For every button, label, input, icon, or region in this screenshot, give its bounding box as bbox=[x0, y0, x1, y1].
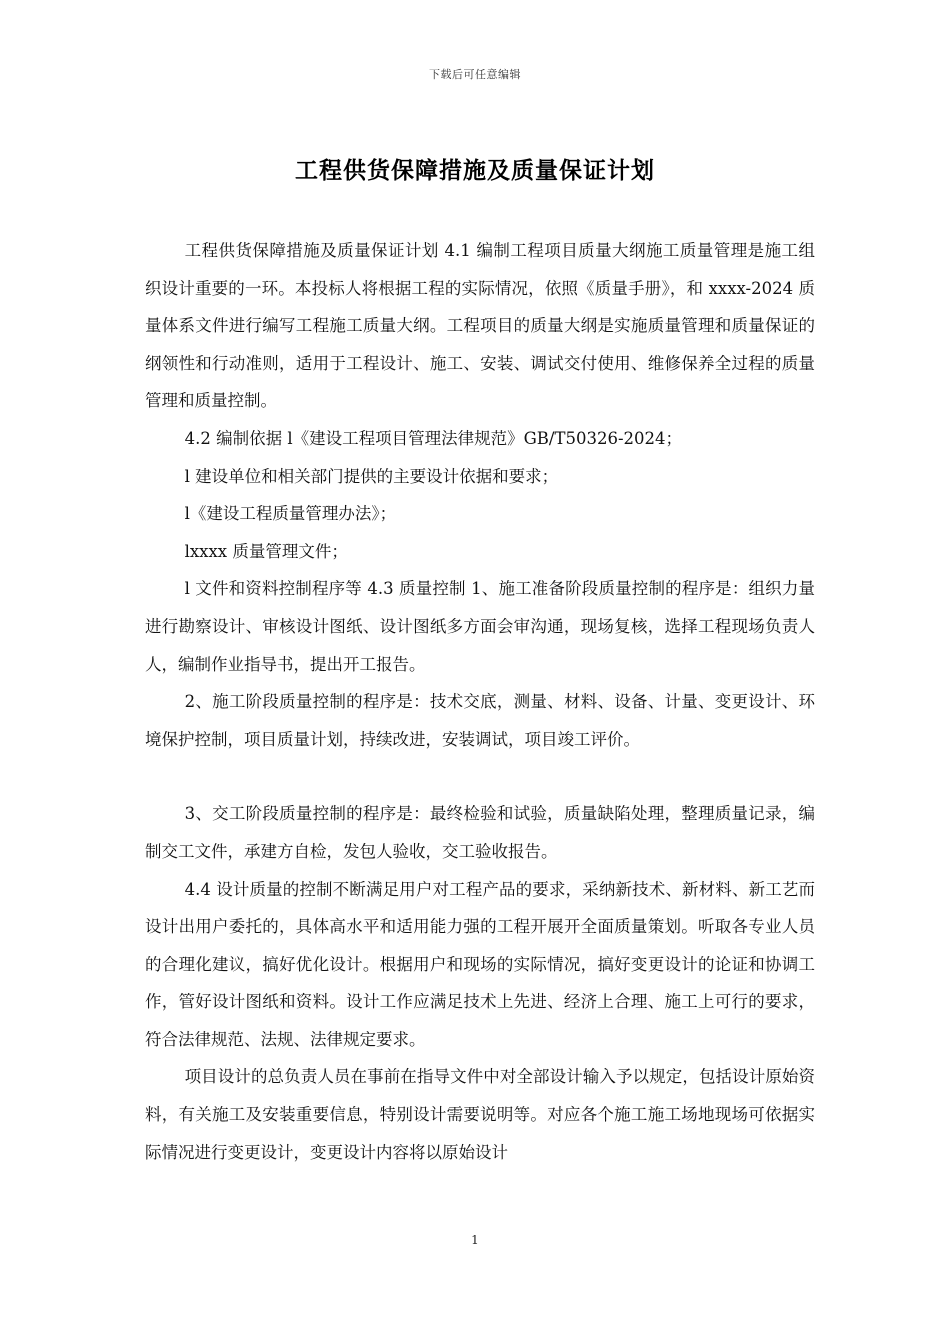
paragraph-quality-outline: 工程供货保障措施及质量保证计划 4.1 编制工程项目质量大纲施工质量管理是施工组织设计重要的一环。本投标人将根据工程的实际情况，依照《质量手册》，和 xxxx-2024 质量体系文件进行编写工程施工质量大纲。工程项目的质量大纲是实施质量管理和质量保证的纲领性和行动准则，适用于工程设计、施工、安装、调试交付使用、维修保养全过程的质量管理和质量控制。 bbox=[145, 241, 815, 411]
document-body bbox=[145, 232, 815, 1171]
paragraph-design-lead: 项目设计的总负责人员在事前在指导文件中对全部设计输入予以规定，包括设计原始资料，有关施工及安装重要信息，特别设计需要说明等。对应各个施工施工场地现场可依据实际情况进行变更设计，变更设计内容将以原始设计 bbox=[145, 1067, 815, 1162]
paragraph-construction-stage: 2、施工阶段质量控制的程序是：技术交底，测量、材料、设备、计量、变更设计、环境保护控制，项目质量计划，持续改进，安装调试，项目竣工评价。 bbox=[145, 692, 815, 749]
paragraph-basis-standard: 4.2 编制依据 l《建设工程项目管理法律规范》GB/T50326-2024； bbox=[184, 428, 683, 448]
paragraph-basis-files: lxxxx 质量管理文件； bbox=[184, 541, 348, 561]
paragraph-basis-regulation: l《建设工程质量管理办法》； bbox=[184, 504, 397, 524]
paragraph-handover-stage: 3、交工阶段质量控制的程序是：最终检验和试验，质量缺陷处理，整理质量记录，编制交工文件，承建方自检，发包人验收，交工验收报告。 bbox=[145, 804, 815, 861]
paragraph-design-quality: 4.4 设计质量的控制不断满足用户对工程产品的要求，采纳新技术、新材料、新工艺而设计出用户委托的，具体高水平和适用能力强的工程开展开全面质量策划。听取各专业人员的合理化建议，搞好优化设计。根据用户和现场的实际情况，搞好变更设计的论证和协调工作，管好设计图纸和资料。设计工作应满足技术上先进、经济上合理、施工上可行的要求，符合法律规范、法规、法律规定要求。 bbox=[145, 879, 815, 1049]
paragraph-preparation-stage: l 文件和资料控制程序等 4.3 质量控制 1、施工准备阶段质量控制的程序是：组织力量进行勘察设计、审核设计图纸、设计图纸多方面会审沟通，现场复核，选择工程现场负责人人，编制作业指导书，提出开工报告。 bbox=[145, 579, 815, 674]
page-number: 1 bbox=[471, 1233, 479, 1247]
paragraph-basis-requirements: l 建设单位和相关部门提供的主要设计依据和要求； bbox=[184, 466, 559, 486]
header-note: 下载后可任意编辑 bbox=[429, 68, 521, 81]
document-title: 工程供货保障措施及质量保证计划 bbox=[295, 158, 655, 184]
